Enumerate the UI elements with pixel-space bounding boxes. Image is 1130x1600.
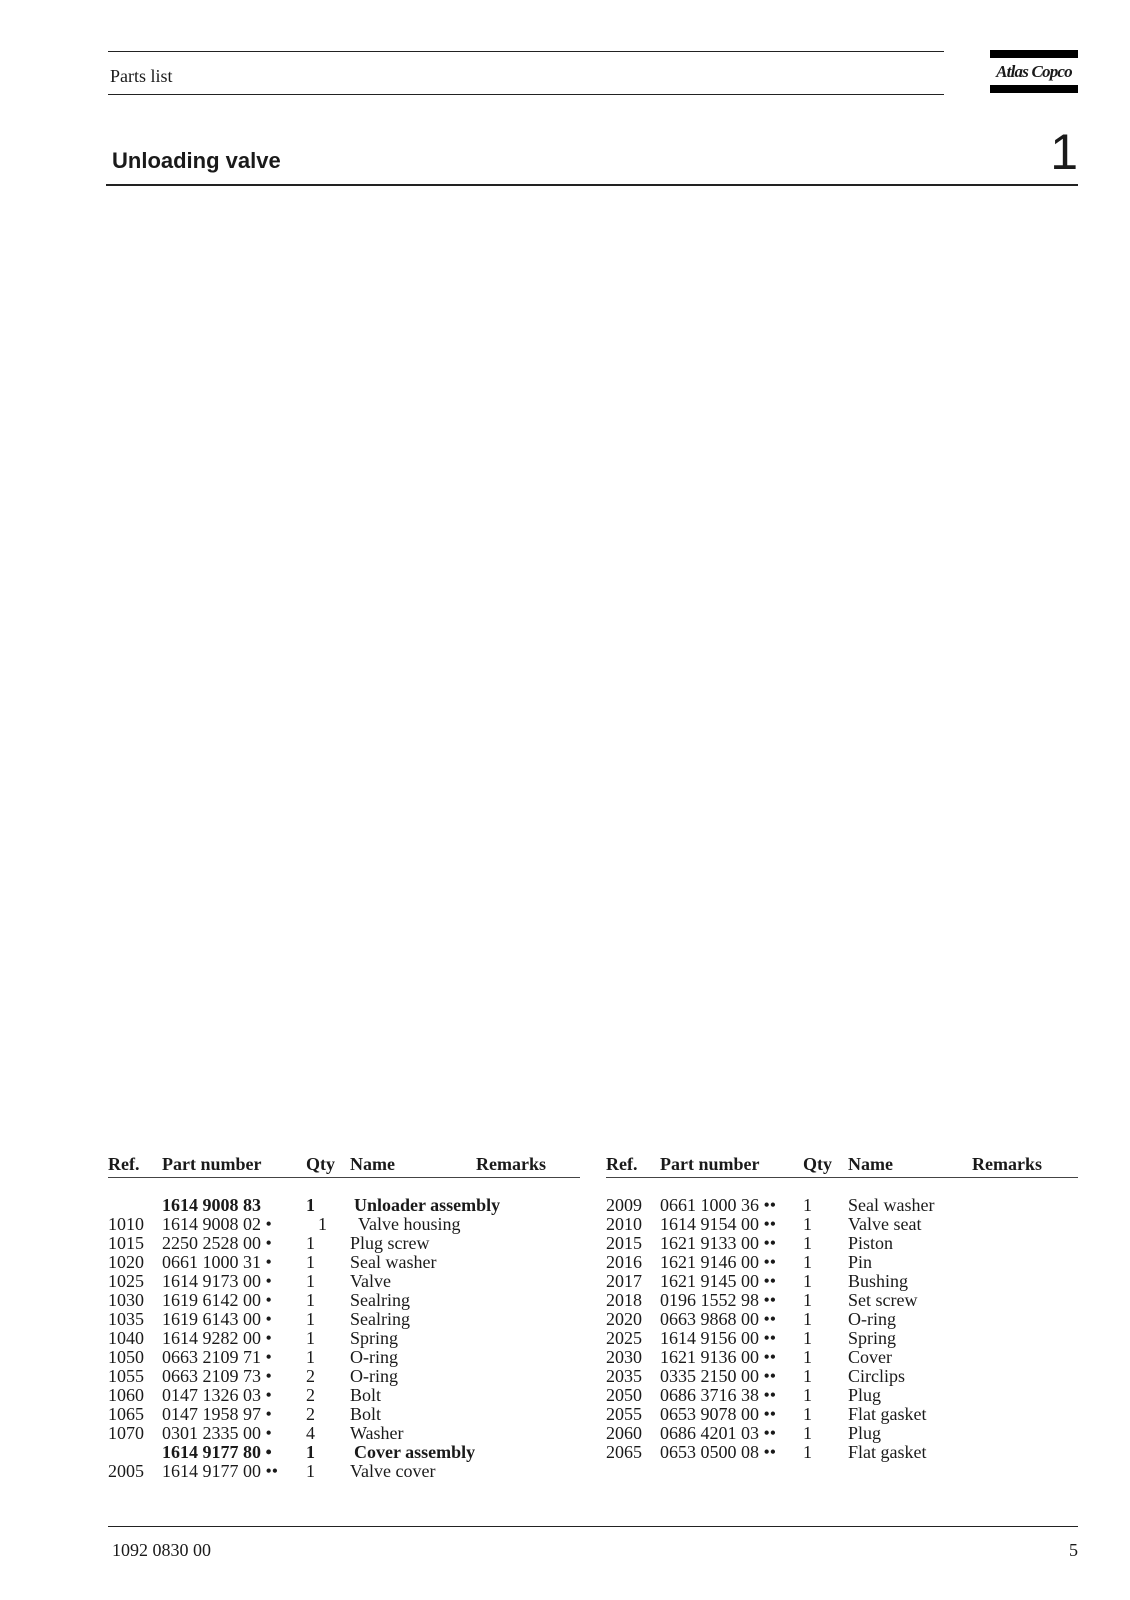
ref-cell: 1035 (108, 1309, 144, 1329)
qty-cell: 1 (306, 1309, 315, 1329)
ref-cell: 1015 (108, 1233, 144, 1253)
header-top-rule (108, 51, 944, 52)
col-name: Name (350, 1154, 395, 1174)
name-cell: Bushing (848, 1271, 909, 1291)
col-qty: Qty (306, 1154, 335, 1174)
qty-cell: 1 (306, 1252, 315, 1272)
qty-cell: 1 (306, 1461, 315, 1481)
table-header-rule (108, 1177, 580, 1178)
ref-cell: 1055 (108, 1366, 144, 1386)
table-header-rule (606, 1177, 1078, 1178)
qty-cell: 1 (306, 1233, 315, 1253)
table-row (606, 1367, 1078, 1386)
table-row (108, 1405, 580, 1424)
name-cell: Plug (848, 1423, 882, 1443)
name-cell: Pin (848, 1252, 873, 1272)
ref-cell: 2025 (606, 1328, 642, 1348)
ref-cell: 1010 (108, 1214, 144, 1234)
name-cell: Plug (848, 1385, 882, 1405)
atlas-copco-logo (990, 50, 1078, 94)
name-cell: Cover assembly (354, 1442, 476, 1462)
col-part-number: Part number (660, 1154, 760, 1174)
part-number-cell: 0196 1552 98 •• (660, 1290, 777, 1310)
qty-cell: 1 (803, 1252, 812, 1272)
part-number-cell: 1614 9008 02 • (162, 1214, 272, 1234)
qty-cell: 1 (803, 1385, 812, 1405)
part-number-cell: 0335 2150 00 •• (660, 1366, 777, 1386)
name-cell: Spring (350, 1328, 399, 1348)
part-number-cell: 0663 2109 71 • (162, 1347, 272, 1367)
part-number-cell: 0686 4201 03 •• (660, 1423, 777, 1443)
table-row (606, 1234, 1078, 1253)
qty-cell: 1 (803, 1347, 812, 1367)
name-cell: Washer (350, 1423, 404, 1443)
qty-cell: 1 (803, 1271, 812, 1291)
name-cell: Plug screw (350, 1233, 430, 1253)
qty-cell: 2 (306, 1385, 315, 1405)
ref-cell: 2065 (606, 1442, 642, 1462)
part-number-cell: 0686 3716 38 •• (660, 1385, 777, 1405)
qty-cell: 2 (306, 1366, 315, 1386)
qty-cell: 1 (306, 1442, 315, 1462)
section-number: 1 (1050, 124, 1078, 180)
name-cell: Piston (848, 1233, 894, 1253)
qty-cell: 1 (803, 1404, 812, 1424)
qty-cell: 4 (306, 1423, 315, 1443)
ref-cell: 2030 (606, 1347, 642, 1367)
table-row (606, 1405, 1078, 1424)
part-number-cell: 0653 9078 00 •• (660, 1404, 777, 1424)
qty-cell: 1 (803, 1309, 812, 1329)
name-cell: Valve cover (350, 1461, 436, 1481)
table-row (108, 1367, 580, 1386)
table-row (606, 1310, 1078, 1329)
name-cell: Spring (848, 1328, 897, 1348)
ref-cell: 1025 (108, 1271, 144, 1291)
section-title: Unloading valve (112, 148, 281, 173)
part-number-cell: 0663 9868 00 •• (660, 1309, 777, 1329)
table-row (606, 1424, 1078, 1443)
ref-cell: 2020 (606, 1309, 642, 1329)
name-cell: Seal washer (350, 1252, 437, 1272)
name-cell: O-ring (848, 1309, 896, 1329)
logo-text: Atlas Copco (996, 62, 1072, 81)
table-row (108, 1234, 580, 1253)
table-row (606, 1196, 1078, 1215)
qty-cell: 2 (306, 1404, 315, 1424)
ref-cell: 2035 (606, 1366, 642, 1386)
name-cell: Bolt (350, 1385, 382, 1405)
table-row (606, 1253, 1078, 1272)
logo-top-bar (990, 50, 1078, 58)
footer-rule (108, 1526, 1078, 1527)
col-part-number: Part number (162, 1154, 262, 1174)
part-number-cell: 1619 6143 00 • (162, 1309, 272, 1329)
qty-cell: 1 (803, 1214, 812, 1234)
part-number-cell: 1614 9156 00 •• (660, 1328, 777, 1348)
table-row (108, 1310, 580, 1329)
header-label: Parts list (110, 66, 173, 86)
part-number-cell: 0147 1958 97 • (162, 1404, 272, 1424)
ref-cell: 1070 (108, 1423, 144, 1443)
ref-cell: 2060 (606, 1423, 642, 1443)
ref-cell: 2050 (606, 1385, 642, 1405)
qty-cell: 1 (306, 1290, 315, 1310)
qty-cell: 1 (306, 1195, 315, 1215)
part-number-cell: 1614 9173 00 • (162, 1271, 272, 1291)
col-ref: Ref. (606, 1154, 638, 1174)
qty-cell: 1 (803, 1328, 812, 1348)
ref-cell: 2016 (606, 1252, 642, 1272)
qty-cell: 1 (803, 1195, 812, 1215)
qty-cell: 1 (803, 1366, 812, 1386)
name-cell: Unloader assembly (354, 1195, 501, 1215)
ref-cell: 1060 (108, 1385, 144, 1405)
name-cell: Flat gasket (848, 1404, 927, 1424)
table-row (108, 1196, 580, 1215)
table-row (108, 1443, 580, 1462)
table-row (108, 1462, 580, 1481)
table-row (108, 1291, 580, 1310)
ref-cell: 2018 (606, 1290, 642, 1310)
page-number: 5 (1069, 1540, 1078, 1560)
table-row (108, 1424, 580, 1443)
ref-cell: 2009 (606, 1195, 642, 1215)
part-number-cell: 1614 9008 83 (162, 1195, 261, 1215)
ref-cell: 1020 (108, 1252, 144, 1272)
table-header (606, 1155, 1078, 1177)
part-number-cell: 0147 1326 03 • (162, 1385, 272, 1405)
table-row (108, 1329, 580, 1348)
name-cell: Valve (350, 1271, 391, 1291)
col-remarks: Remarks (972, 1154, 1042, 1174)
header-bottom-rule (108, 94, 944, 95)
qty-cell: 1 (803, 1423, 812, 1443)
table-row (108, 1272, 580, 1291)
document-number: 1092 0830 00 (112, 1540, 211, 1560)
col-ref: Ref. (108, 1154, 140, 1174)
part-number-cell: 1621 9136 00 •• (660, 1347, 777, 1367)
col-name: Name (848, 1154, 893, 1174)
table-row (108, 1348, 580, 1367)
name-cell: O-ring (350, 1347, 398, 1367)
ref-cell: 1040 (108, 1328, 144, 1348)
qty-cell: 1 (306, 1271, 315, 1291)
parts-table-right (606, 1155, 1078, 1462)
part-number-cell: 2250 2528 00 • (162, 1233, 272, 1253)
name-cell: Sealring (350, 1309, 410, 1329)
parts-table-left (108, 1155, 580, 1481)
qty-cell: 1 (803, 1442, 812, 1462)
qty-cell: 1 (318, 1214, 327, 1234)
part-number-cell: 0653 0500 08 •• (660, 1442, 777, 1462)
name-cell: Valve housing (358, 1214, 461, 1234)
name-cell: O-ring (350, 1366, 398, 1386)
table-row (606, 1291, 1078, 1310)
col-qty: Qty (803, 1154, 832, 1174)
part-number-cell: 1614 9177 80 • (162, 1442, 272, 1462)
table-row (606, 1215, 1078, 1234)
name-cell: Seal washer (848, 1195, 935, 1215)
qty-cell: 1 (306, 1347, 315, 1367)
table-row (606, 1348, 1078, 1367)
name-cell: Cover (848, 1347, 892, 1367)
table-row (606, 1386, 1078, 1405)
qty-cell: 1 (803, 1233, 812, 1253)
name-cell: Bolt (350, 1404, 382, 1424)
table-header (108, 1155, 580, 1177)
name-cell: Flat gasket (848, 1442, 927, 1462)
part-number-cell: 1621 9146 00 •• (660, 1252, 777, 1272)
table-row (108, 1253, 580, 1272)
part-number-cell: 0661 1000 31 • (162, 1252, 272, 1272)
table-row (606, 1329, 1078, 1348)
part-number-cell: 1614 9282 00 • (162, 1328, 272, 1348)
section-rule (106, 184, 1078, 186)
ref-cell: 2010 (606, 1214, 642, 1234)
part-number-cell: 1619 6142 00 • (162, 1290, 272, 1310)
part-number-cell: 0663 2109 73 • (162, 1366, 272, 1386)
table-row (108, 1215, 580, 1234)
table-row (108, 1386, 580, 1405)
name-cell: Valve seat (848, 1214, 922, 1234)
ref-cell: 2005 (108, 1461, 144, 1481)
ref-cell: 2055 (606, 1404, 642, 1424)
name-cell: Set screw (848, 1290, 918, 1310)
col-remarks: Remarks (476, 1154, 546, 1174)
table-row (606, 1272, 1078, 1291)
ref-cell: 2017 (606, 1271, 642, 1291)
ref-cell: 1050 (108, 1347, 144, 1367)
ref-cell: 1065 (108, 1404, 144, 1424)
part-number-cell: 1621 9133 00 •• (660, 1233, 777, 1253)
qty-cell: 1 (803, 1290, 812, 1310)
exploded-view-area (108, 200, 1078, 1140)
ref-cell: 1030 (108, 1290, 144, 1310)
table-row (606, 1443, 1078, 1462)
part-number-cell: 0301 2335 00 • (162, 1423, 272, 1443)
name-cell: Sealring (350, 1290, 410, 1310)
ref-cell: 2015 (606, 1233, 642, 1253)
part-number-cell: 1614 9177 00 •• (162, 1461, 279, 1481)
part-number-cell: 0661 1000 36 •• (660, 1195, 777, 1215)
qty-cell: 1 (306, 1328, 315, 1348)
name-cell: Circlips (848, 1366, 905, 1386)
part-number-cell: 1614 9154 00 •• (660, 1214, 777, 1234)
logo-bottom-bar (990, 85, 1078, 93)
part-number-cell: 1621 9145 00 •• (660, 1271, 777, 1291)
